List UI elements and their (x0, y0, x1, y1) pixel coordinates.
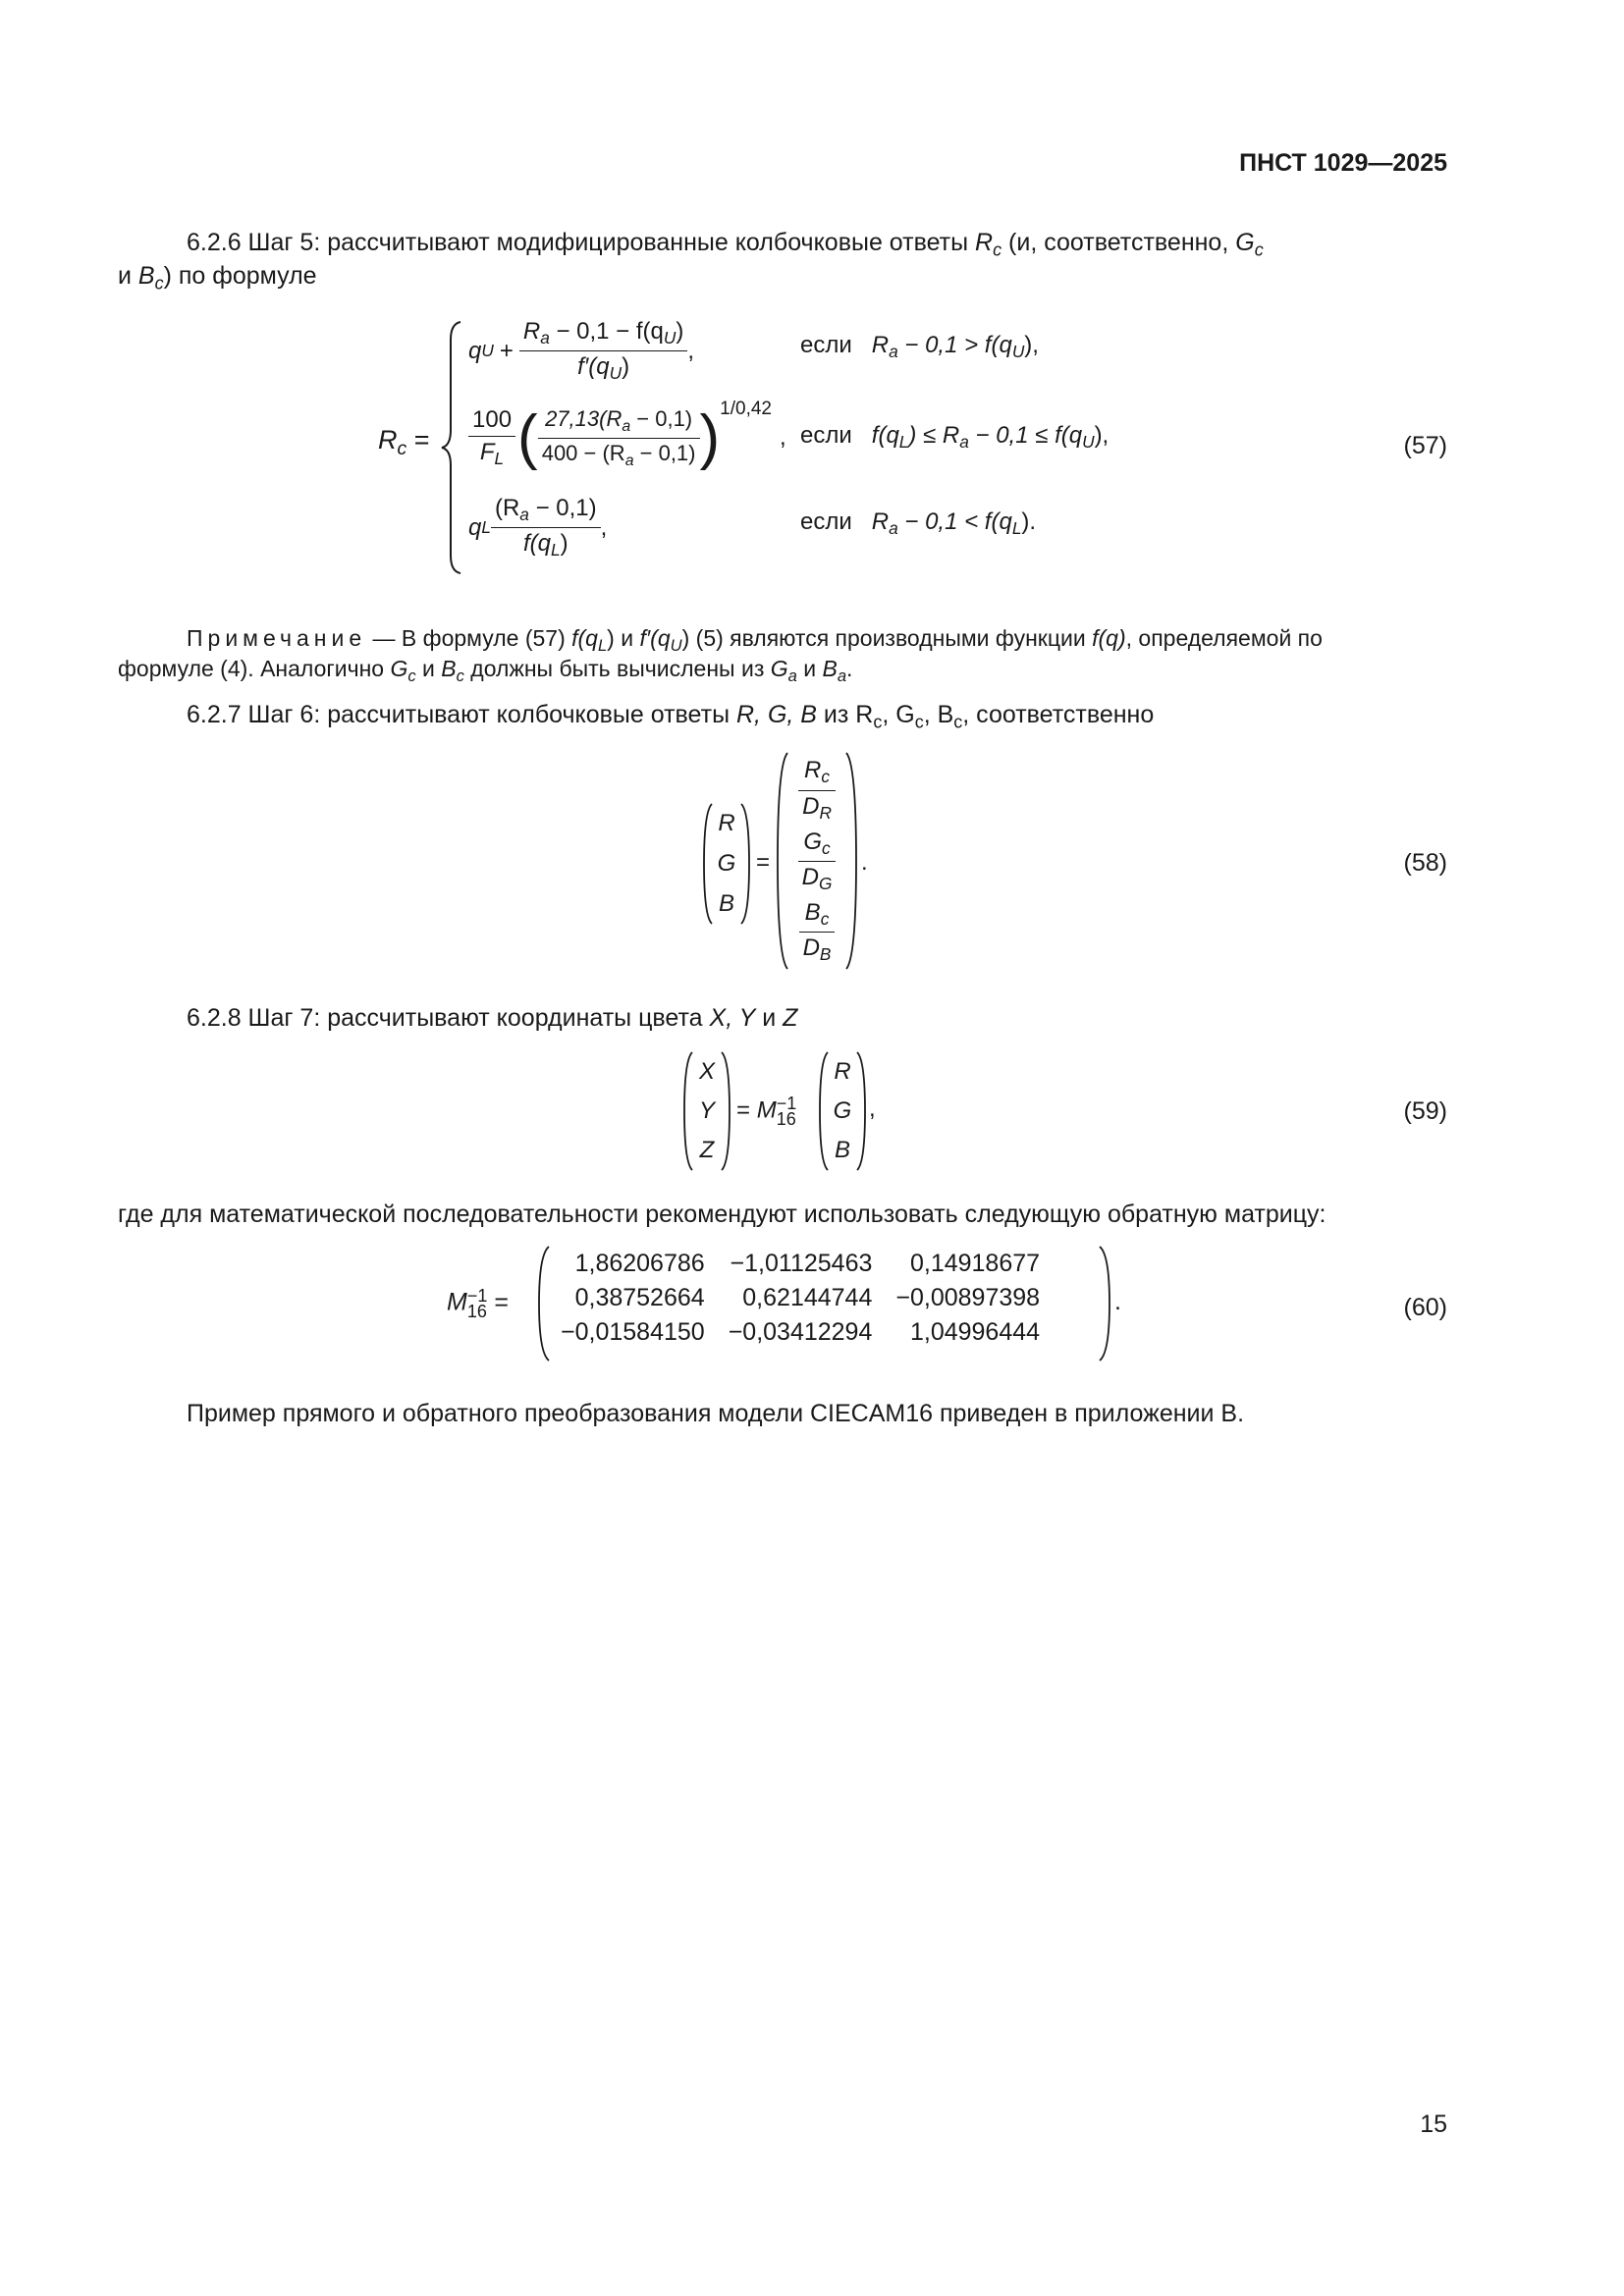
section-6-2-6-line2: и $B_c$) по формуле (118, 262, 317, 294)
eq58-rhs-vector (789, 755, 844, 968)
eq59-tail: , (869, 1095, 876, 1122)
eq57-lhs: $R_c$ = (378, 425, 430, 459)
eq58-lhs-paren-right (739, 802, 751, 926)
eq60-tail: . (1114, 1288, 1121, 1315)
eq59-lhs-vector: X Y Z (698, 1058, 715, 1163)
where-text: где для математической последовательности рекомендуют использовать следующую обратную матрицу: (118, 1201, 1326, 1228)
eq57-case3-condition: если $R_a - 0,1 < f(q_L)$. (800, 508, 1037, 539)
document-id: ПНСТ 1029—2025 (1239, 149, 1447, 177)
equation-57 (378, 312, 1193, 577)
eq58-lhs-paren-left (702, 802, 714, 926)
section-6-2-7: 6.2.7 Шаг 6: рассчитывают колбочковые ответы R, G, B из $R_c$, $G_c$, $B_c$, соответственно (187, 701, 1155, 732)
eq58-frac-b: $\frac{B_c}{D_B}$ (799, 899, 836, 965)
eq59-rhs-paren-right (855, 1050, 867, 1172)
eq60-paren-right (1098, 1245, 1111, 1362)
eq57-case1: q U + $\frac{R_a - 0,1 - f(q_U)}{f'(q_U)}$ , (468, 318, 695, 384)
eq60-lhs: M −1 16 = (447, 1286, 509, 1321)
eq58-equals: = (756, 849, 771, 876)
note-line1: Примечание — В формуле (57) $f(q_L)$ и $f'(q_U)$ (5) являются производными функции f(q), определяемой по (187, 625, 1323, 655)
closing-text: Пример прямого и обратного преобразования модели CIECAM16 приведен в приложении В. (187, 1400, 1245, 1427)
eq58-lhs-r: R (718, 810, 735, 837)
equation-57-number: (57) (1403, 432, 1447, 459)
eq58-tail: . (861, 849, 868, 876)
eq57-case2: $\frac{100}{F_L}$ ( $\frac{27,13(R_a - 0,1)}{400 - (R_a - 0,1)}$ ) 1/0,42 , (468, 406, 786, 470)
eq58-rhs-paren-right (844, 751, 858, 972)
eq58-rhs-paren-left (776, 751, 789, 972)
section-6-2-8: 6.2.8 Шаг 7: рассчитывают координаты цвета X, Y и Z (187, 1004, 798, 1032)
eq57-case2-condition: если $f(q_L) \le R_a - 0,1 \le f(q_U)$, (800, 422, 1110, 453)
equation-60-number: (60) (1403, 1294, 1447, 1321)
eq58-lhs-g: G (717, 849, 736, 877)
matrix-row: 1,86206786 −1,01125463 0,14918677 (574, 1250, 1041, 1277)
eq57-case1-condition: если $R_a - 0,1 > f(q_U)$, (800, 332, 1039, 362)
eq58-frac-g: $\frac{G_c}{D_G}$ (798, 828, 837, 894)
eq59-lhs-paren-left (682, 1050, 694, 1172)
eq59-rhs-vector: R G B (833, 1058, 852, 1163)
equation-58 (702, 751, 889, 972)
matrix-row: −0,01584150 −0,03412294 1,04996444 (561, 1318, 1041, 1346)
eq57-brace (439, 320, 464, 575)
eq58-frac-r: $\frac{R_c}{D_R}$ (798, 757, 836, 823)
matrix-row: 0,38752664 0,62144744 −0,00897398 (574, 1284, 1041, 1311)
note-line2: формуле (4). Аналогично $G_c$ и $B_c$ должны быть вычислены из $G_a$ и $B_a$. (118, 656, 853, 685)
page-number: 15 (1420, 2110, 1447, 2138)
equation-59-number: (59) (1403, 1097, 1447, 1125)
eq58-lhs-b: B (718, 889, 734, 917)
eq57-case3: q L $\frac{(R_a - 0,1)}{f(q_L)}$ , (468, 495, 608, 561)
eq59-equals-m: = M −1 16 (736, 1094, 797, 1129)
section-6-2-6-line1: 6.2.6 Шаг 5: рассчитывают модифицированные колбочковые ответы $R_c$ (и, соответственно, $G_c$ (187, 229, 1264, 260)
eq59-rhs-paren-left (818, 1050, 830, 1172)
equation-60 (447, 1245, 1134, 1362)
eq60-matrix (549, 1247, 1052, 1350)
eq59-lhs-paren-right (720, 1050, 731, 1172)
equation-58-number: (58) (1403, 849, 1447, 877)
equation-59 (682, 1050, 908, 1172)
eq58-lhs-vector (714, 804, 739, 924)
